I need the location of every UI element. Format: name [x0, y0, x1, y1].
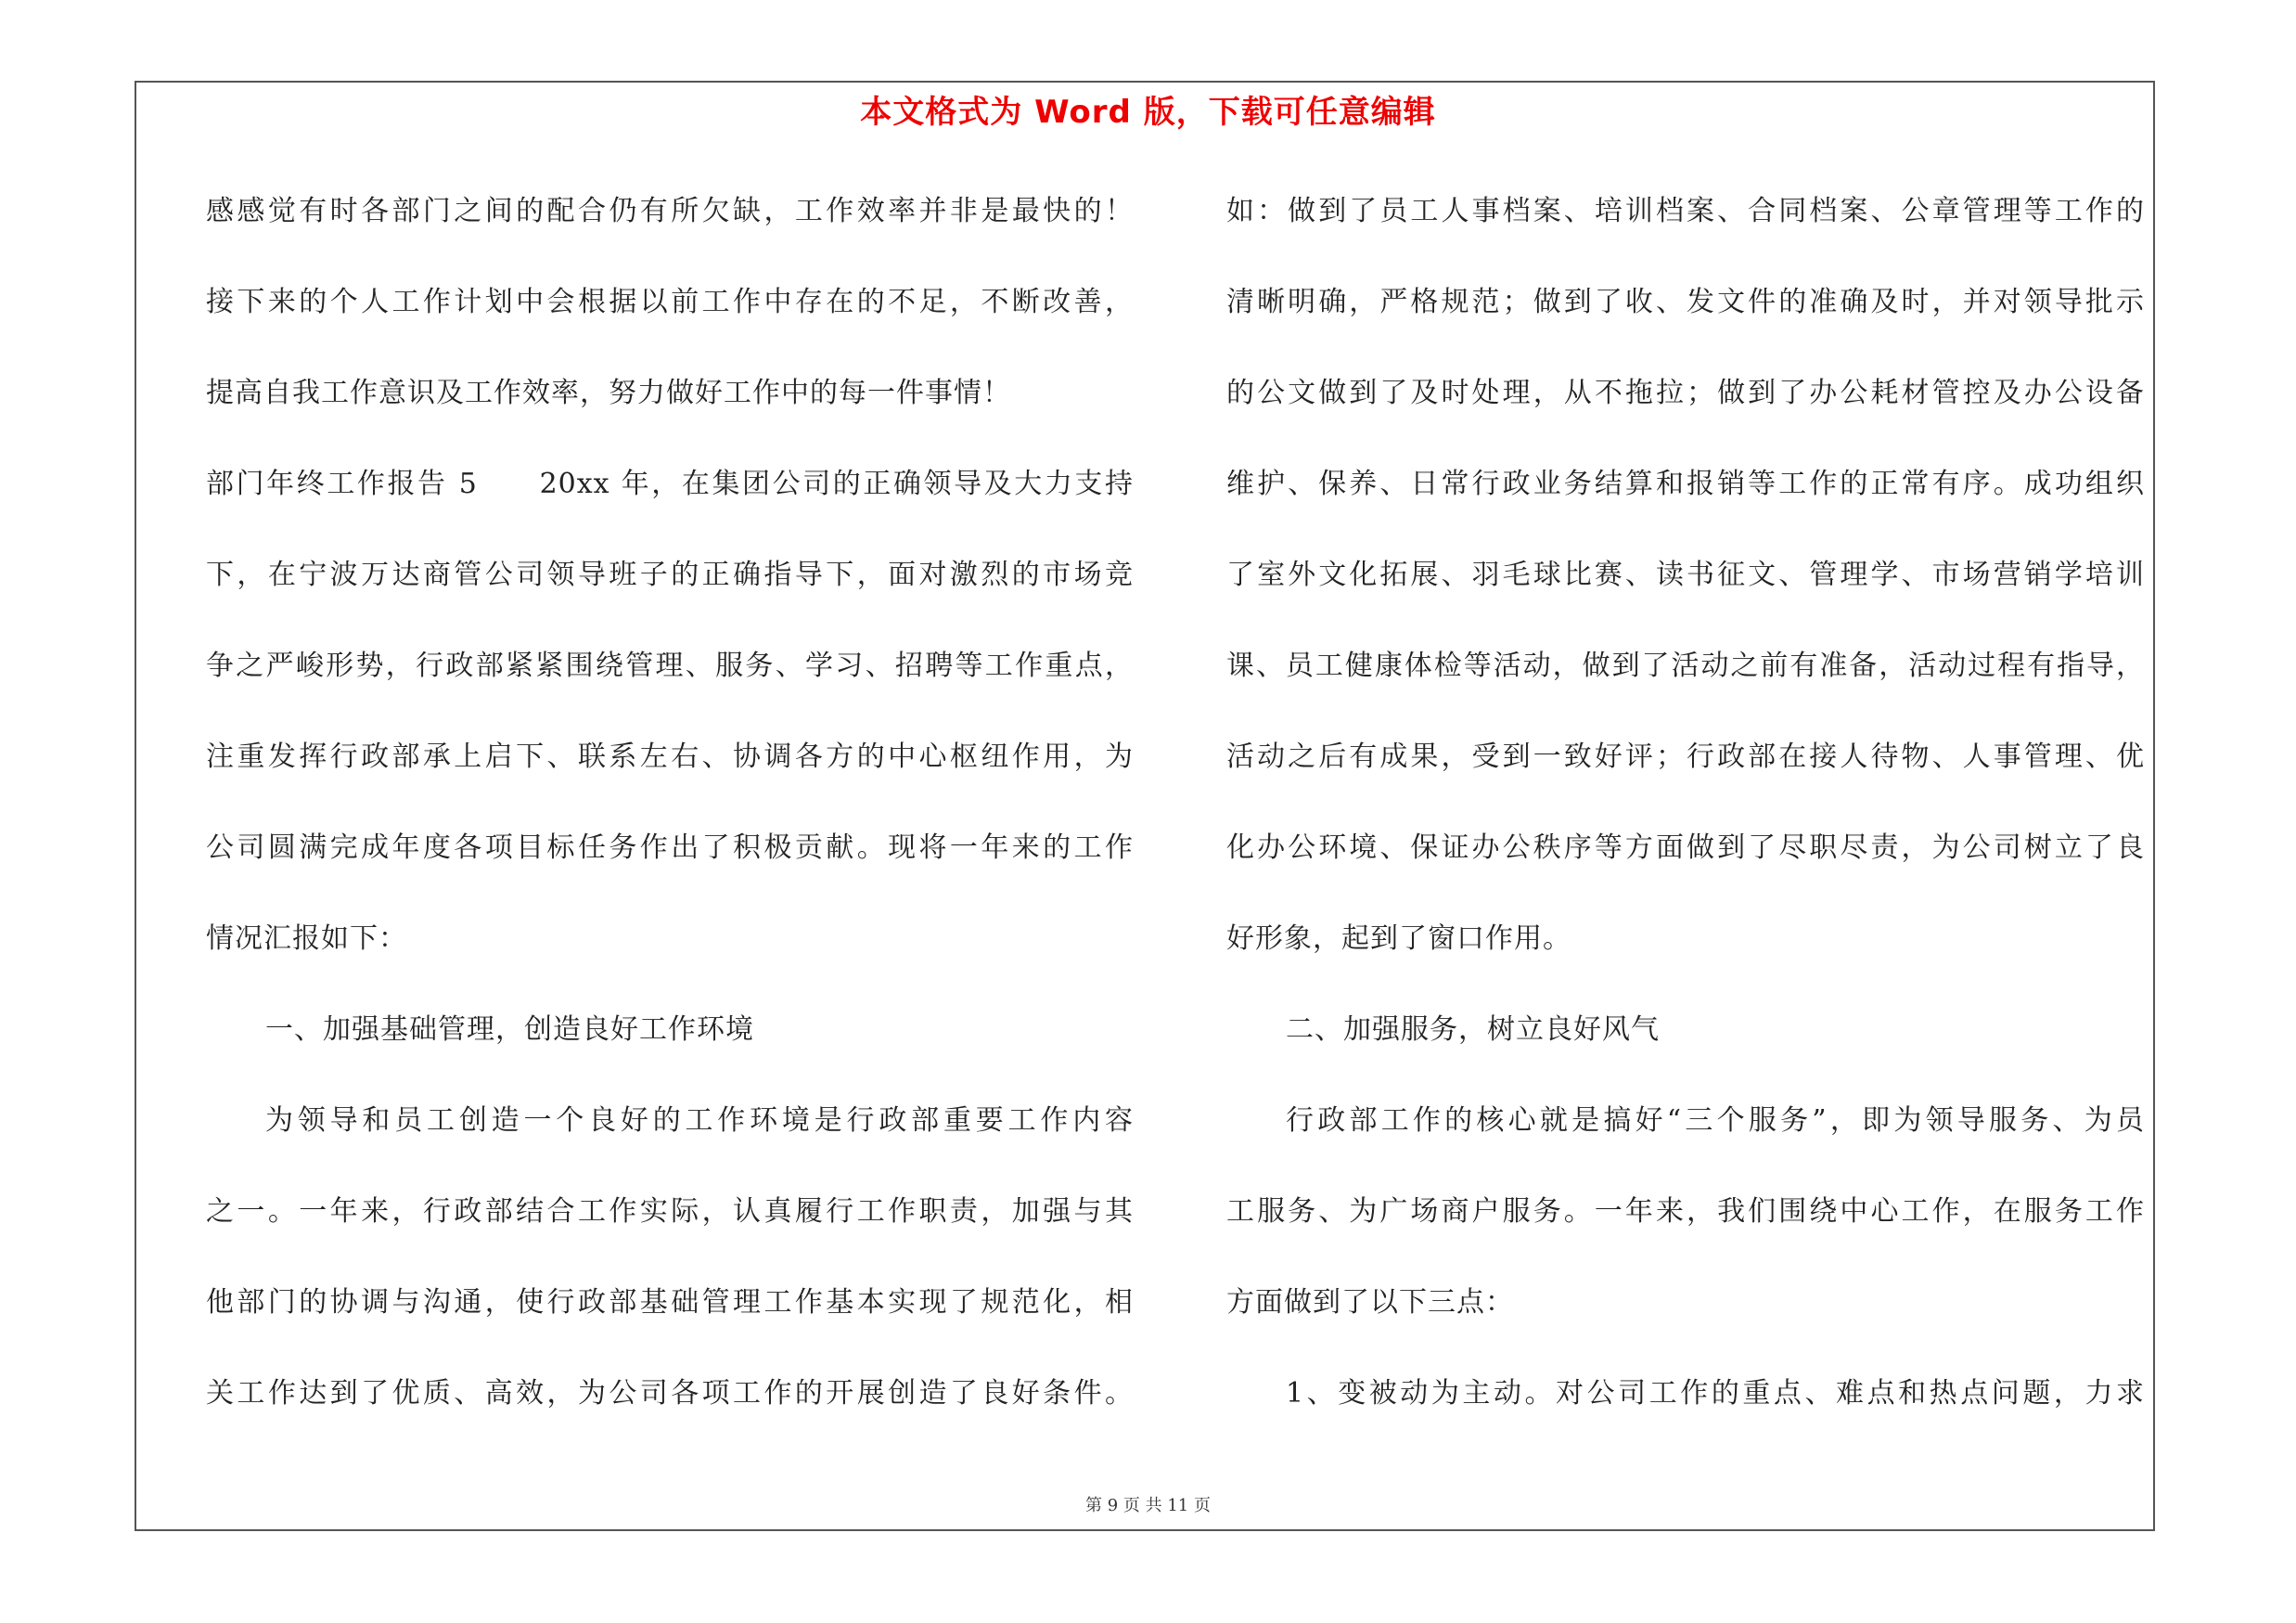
text-line: 关工作达到了优质、高效，为公司各项工作的开展创造了良好条件。	[206, 1377, 1134, 1410]
text-line: 接下来的个人工作计划中会根据以前工作中存在的不足，不断改善，	[206, 286, 1134, 318]
text-line: 他部门的协调与沟通，使行政部基础管理工作基本实现了规范化，相	[206, 1286, 1134, 1319]
text-line: 情况汇报如下：	[206, 922, 407, 955]
text-line: 了室外文化拓展、羽毛球比赛、读书征文、管理学、市场营销学培训	[1226, 559, 2145, 591]
text-line: 清晰明确，严格规范；做到了收、发文件的准确及时，并对领导批示	[1226, 286, 2145, 318]
text-line: 部门年终工作报告 5 20xx 年，在集团公司的正确领导及大力支持	[206, 468, 1134, 500]
text-line: 二、加强服务，树立良好风气	[1286, 1013, 1660, 1046]
text-line: 1、变被动为主动。对公司工作的重点、难点和热点问题，力求	[1286, 1377, 2145, 1410]
text-line: 下，在宁波万达商管公司领导班子的正确指导下，面对激烈的市场竞	[206, 559, 1134, 591]
left-column	[206, 184, 1134, 1457]
format-banner: 本文格式为 Word 版，下载可任意编辑	[860, 94, 1436, 131]
right-column	[1226, 184, 2145, 1457]
text-line: 的公文做到了及时处理，从不拖拉；做到了办公耗材管控及办公设备	[1226, 377, 2145, 409]
text-line: 之一。一年来，行政部结合工作实际，认真履行工作职责，加强与其	[206, 1195, 1134, 1228]
text-line: 一、加强基础管理，创造良好工作环境	[265, 1013, 754, 1046]
text-line: 课、员工健康体检等活动，做到了活动之前有准备，活动过程有指导，	[1226, 650, 2145, 682]
text-line: 公司圆满完成年度各项目标任务作出了积极贡献。现将一年来的工作	[206, 831, 1134, 864]
text-line: 方面做到了以下三点：	[1226, 1286, 1514, 1319]
text-line: 感感觉有时各部门之间的配合仍有所欠缺，工作效率并非是最快的！	[206, 195, 1134, 227]
text-line: 好形象，起到了窗口作用。	[1226, 922, 1571, 955]
text-line: 维护、保养、日常行政业务结算和报销等工作的正常有序。成功组织	[1226, 468, 2145, 500]
text-line: 为领导和员工创造一个良好的工作环境是行政部重要工作内容	[265, 1104, 1134, 1137]
text-line: 行政部工作的核心就是搞好“三个服务”，即为领导服务、为员	[1286, 1104, 2145, 1137]
text-line: 化办公环境、保证办公秩序等方面做到了尽职尽责，为公司树立了良	[1226, 831, 2145, 864]
text-line: 工服务、为广场商户服务。一年来，我们围绕中心工作，在服务工作	[1226, 1195, 2145, 1228]
text-line: 活动之后有成果，受到一致好评；行政部在接人待物、人事管理、优	[1226, 741, 2145, 773]
text-line: 争之严峻形势，行政部紧紧围绕管理、服务、学习、招聘等工作重点，	[206, 650, 1134, 682]
text-line: 如：做到了员工人事档案、培训档案、合同档案、公章管理等工作的	[1226, 195, 2145, 227]
text-line: 提高自我工作意识及工作效率，努力做好工作中的每一件事情！	[206, 377, 1011, 409]
page-number-footer: 第 9 页 共 11 页	[1085, 1496, 1211, 1515]
text-line: 注重发挥行政部承上启下、联系左右、协调各方的中心枢纽作用，为	[206, 741, 1134, 773]
